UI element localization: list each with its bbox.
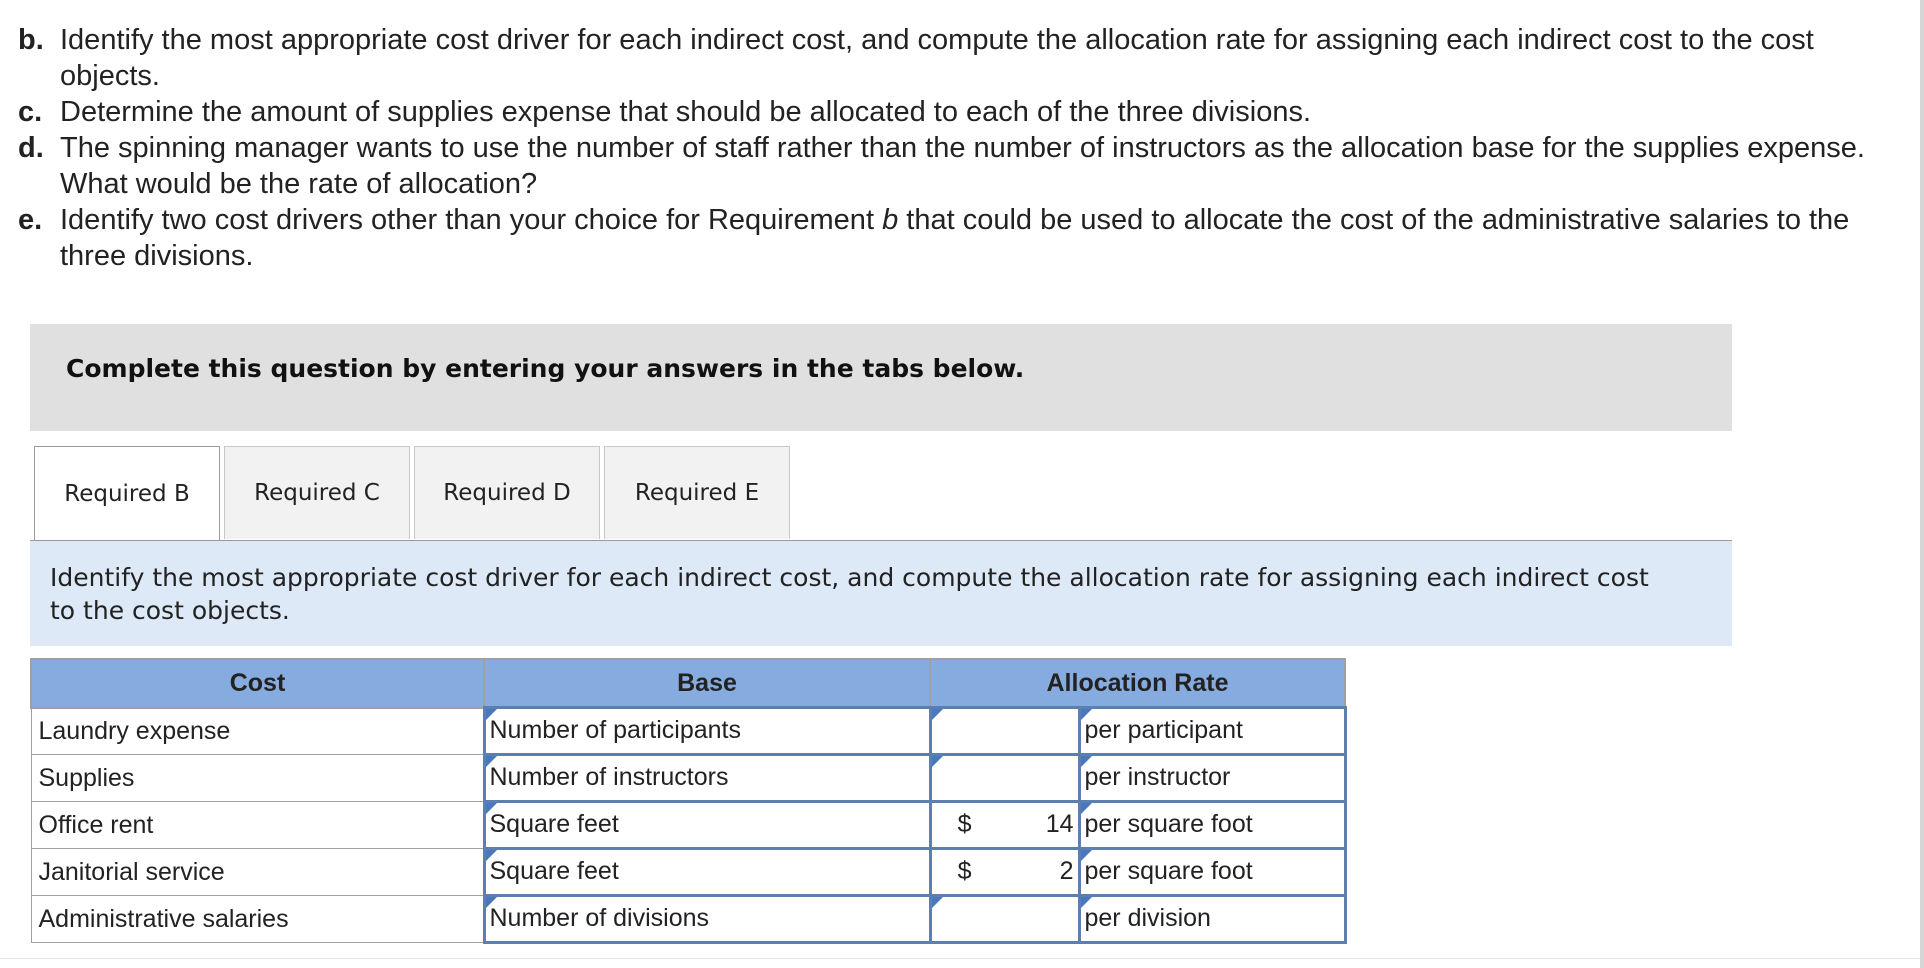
requirement-letter: d. <box>18 132 44 164</box>
page-bottom-divider <box>0 958 1924 959</box>
rate-input[interactable] <box>930 708 1079 755</box>
requirement-b <box>18 22 1898 94</box>
rate-value <box>972 897 1078 941</box>
requirement-e <box>18 202 1898 274</box>
rate-input[interactable] <box>930 802 1079 849</box>
requirement-d <box>18 130 1898 202</box>
cost-label: Office rent <box>31 802 484 849</box>
dropdown-marker-icon <box>486 850 497 861</box>
tab-description: Identify the most appropriate cost driver for each indirect cost, and compute the allocation rate for assigning each indirect cost to the cost objects. <box>50 563 1649 625</box>
table-row <box>31 896 1345 943</box>
rate-input[interactable] <box>930 755 1079 802</box>
requirement-text-end: that could be used to allocate the cost of the administrative salaries to the three divisions. <box>60 204 1850 272</box>
tab-required-b[interactable]: Required B <box>34 446 220 541</box>
column-header-base: Base <box>484 659 930 708</box>
dropdown-marker-icon <box>1081 709 1092 720</box>
dropdown-marker-icon <box>932 756 943 767</box>
base-dropdown[interactable] <box>484 708 930 755</box>
cost-label: Janitorial service <box>31 849 484 896</box>
requirement-c <box>18 94 1898 130</box>
rate-value: 2 <box>1059 857 1074 885</box>
table-row <box>31 708 1345 755</box>
rate-input[interactable] <box>930 896 1079 943</box>
table-row <box>31 849 1345 896</box>
requirement-text: Identify the most appropriate cost driver for each indirect cost, and compute the allocation rate for assigning each indirect cost to the cost objects. <box>60 24 1814 92</box>
dropdown-marker-icon <box>1081 756 1092 767</box>
dropdown-marker-icon <box>932 709 943 720</box>
table-row <box>31 802 1345 849</box>
unit-dropdown[interactable] <box>1079 896 1345 943</box>
requirement-letter: c. <box>18 96 43 128</box>
table-row <box>31 755 1345 802</box>
requirement-text <box>60 202 1898 274</box>
base-value: Number of participants <box>489 716 742 744</box>
rate-value <box>972 709 1078 753</box>
requirement-letter: b. <box>18 24 44 56</box>
requirements-list <box>18 22 1898 274</box>
base-value: Number of instructors <box>489 763 729 791</box>
base-value: Number of divisions <box>489 904 710 932</box>
cost-label: Administrative salaries <box>31 896 484 943</box>
dropdown-marker-icon <box>932 897 943 908</box>
unit-value: per participant <box>1084 716 1243 744</box>
tab-description-panel <box>30 541 1732 646</box>
dropdown-marker-icon <box>486 897 497 908</box>
dropdown-marker-icon <box>1081 850 1092 861</box>
requirement-text: The spinning manager wants to use the number of staff rather than the number of instructors as the allocation base for the supplies expense. What would be the rate of allocation? <box>60 132 1865 200</box>
unit-value: per square foot <box>1084 857 1253 885</box>
scrollbar-edge <box>1920 0 1924 968</box>
cost-label: Supplies <box>31 755 484 802</box>
base-dropdown[interactable] <box>484 802 930 849</box>
tab-required-e[interactable]: Required E <box>604 446 790 539</box>
unit-dropdown[interactable] <box>1079 708 1345 755</box>
base-value: Square feet <box>489 857 619 885</box>
table-header-row <box>31 659 1345 708</box>
dropdown-marker-icon <box>1081 803 1092 814</box>
column-header-cost: Cost <box>31 659 484 708</box>
dropdown-marker-icon <box>486 756 497 767</box>
unit-value: per square foot <box>1084 810 1253 838</box>
base-value: Square feet <box>489 810 619 838</box>
rate-value: 14 <box>1045 810 1074 838</box>
dropdown-marker-icon <box>486 709 497 720</box>
base-dropdown[interactable] <box>484 896 930 943</box>
requirement-reference: b <box>882 204 899 236</box>
cost-label: Laundry expense <box>31 708 484 755</box>
requirement-letter: e. <box>18 204 43 236</box>
instruction-text: Complete this question by entering your answers in the tabs below. <box>66 354 1025 383</box>
base-dropdown[interactable] <box>484 755 930 802</box>
base-dropdown[interactable] <box>484 849 930 896</box>
unit-dropdown[interactable] <box>1079 755 1345 802</box>
instruction-banner <box>30 324 1732 431</box>
currency-sign: $ <box>957 857 972 885</box>
dropdown-marker-icon <box>486 803 497 814</box>
dropdown-marker-icon <box>1081 897 1092 908</box>
unit-dropdown[interactable] <box>1079 802 1345 849</box>
unit-value: per instructor <box>1084 763 1231 791</box>
rate-value <box>972 756 1078 800</box>
unit-value: per division <box>1084 904 1211 932</box>
currency-sign: $ <box>957 810 972 838</box>
requirement-text-start: Identify two cost drivers other than your choice for Requirement <box>60 204 883 236</box>
column-header-allocation-rate: Allocation Rate <box>930 659 1345 708</box>
requirement-text: Determine the amount of supplies expense that should be allocated to each of the three divisions. <box>60 96 1312 128</box>
tab-required-c[interactable]: Required C <box>224 446 410 539</box>
unit-dropdown[interactable] <box>1079 849 1345 896</box>
rate-input[interactable] <box>930 849 1079 896</box>
allocation-table <box>30 658 1347 944</box>
tab-required-d[interactable]: Required D <box>414 446 600 539</box>
